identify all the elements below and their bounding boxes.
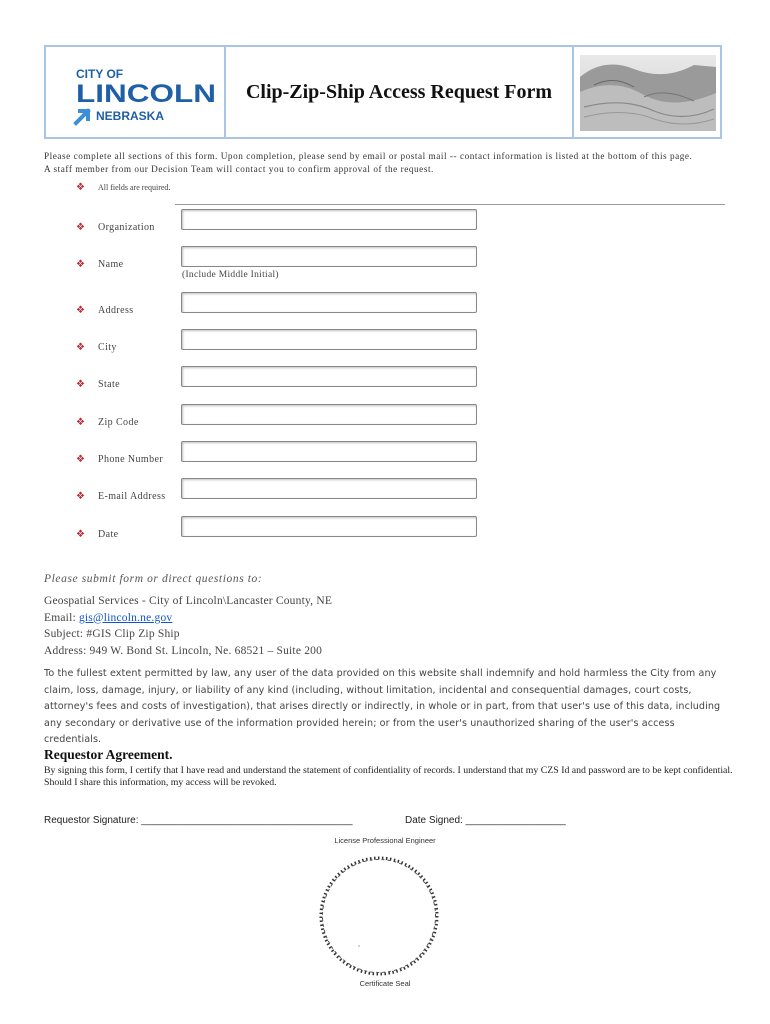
contact-org: Geospatial Services - City of Lincoln\Lancaster County, NE xyxy=(44,595,333,607)
field-label-text: Phone Number xyxy=(98,454,164,465)
date-field[interactable] xyxy=(181,516,477,537)
title-cell xyxy=(226,47,574,137)
field-label-text: Organization xyxy=(98,222,155,233)
zip-code-label xyxy=(76,417,139,428)
bullet-icon: ❖ xyxy=(76,417,86,428)
bullet-icon: ❖ xyxy=(76,342,86,353)
date-label xyxy=(76,529,118,540)
bullet-icon: ❖ xyxy=(76,182,85,193)
bullet-icon: ❖ xyxy=(76,259,86,270)
form-header xyxy=(44,45,722,139)
instructions-line-2: A staff member from our Decision Team will contact you to confirm approval of the request. xyxy=(44,164,434,174)
email-address-field[interactable] xyxy=(181,478,477,499)
field-label-text: Name xyxy=(98,259,124,270)
field-label-text: Address xyxy=(98,305,134,316)
zip-code-field[interactable] xyxy=(181,404,477,425)
organization-label xyxy=(76,222,155,233)
contact-address: Address: 949 W. Bond St. Lincoln, Ne. 68521 – Suite 200 xyxy=(44,644,323,657)
contact-subject: Subject: #GIS Clip Zip Ship xyxy=(44,628,180,640)
submit-heading: Please submit form or direct questions to: xyxy=(44,573,263,585)
bullet-icon: ❖ xyxy=(76,454,86,465)
name-label xyxy=(76,259,123,270)
city-label xyxy=(76,342,117,353)
seal-bottom-label: Certificate Seal xyxy=(359,979,411,988)
landscape-photo-icon xyxy=(574,47,720,137)
lincoln-logo-icon xyxy=(46,47,222,137)
city-logo xyxy=(46,47,226,137)
name-field[interactable] xyxy=(181,246,477,267)
address-label xyxy=(76,305,134,316)
form-title: Clip-Zip-Ship Access Request Form xyxy=(245,80,553,103)
svg-text:LINCOLN: LINCOLN xyxy=(76,80,216,108)
requestor-signature-line[interactable]: Requestor Signature: ______________________________________ xyxy=(44,815,353,826)
field-label-text: E-mail Address xyxy=(98,491,166,502)
bullet-icon: ❖ xyxy=(76,222,86,233)
email-link[interactable]: gis@lincoln.ne.gov xyxy=(78,611,173,624)
contact-info xyxy=(44,593,332,659)
field-label-text: State xyxy=(98,379,120,390)
contact-email-row xyxy=(44,610,332,627)
state-field[interactable] xyxy=(181,366,477,387)
field-label-text: City xyxy=(98,342,117,353)
divider xyxy=(175,204,725,205)
date-signed-line[interactable]: Date Signed: __________________ xyxy=(405,815,566,826)
phone-number-label xyxy=(76,454,163,465)
seal-top-label: License Professional Engineer xyxy=(334,836,436,845)
phone-number-field[interactable] xyxy=(181,441,477,462)
agreement-text: By signing this form, I certify that I have read and understand the statement of confidentiality of records. I understand that my CZS Id and password are to be kept confidential. Should I share this information, my access will be revoked. xyxy=(44,765,733,788)
instructions-line-1: Please complete all sections of this form. Upon completion, please send by email or postal mail -- contact information is listed at the bottom of this page. xyxy=(44,151,693,161)
agreement-title: Requestor Agreement. xyxy=(44,747,173,762)
field-label-text: Zip Code xyxy=(98,417,139,428)
organization-field[interactable] xyxy=(181,209,477,230)
city-field[interactable] xyxy=(181,329,477,350)
bullet-icon: ❖ xyxy=(76,305,86,316)
address-field[interactable] xyxy=(181,292,477,313)
required-note-text: All fields are required. xyxy=(98,183,171,192)
name-hint: (Include Middle Initial) xyxy=(182,270,279,280)
certificate-seal-icon xyxy=(317,854,441,978)
state-label xyxy=(76,379,120,390)
required-note xyxy=(76,182,170,193)
email-address-label xyxy=(76,491,166,502)
field-label-text: Date xyxy=(98,529,119,540)
instructions xyxy=(44,150,734,176)
bullet-icon: ❖ xyxy=(76,529,86,540)
svg-text:NEBRASKA: NEBRASKA xyxy=(96,109,165,123)
bullet-icon: ❖ xyxy=(76,379,86,390)
landscape-photo xyxy=(574,47,720,137)
bullet-icon: ❖ xyxy=(76,491,86,502)
disclaimer: To the fullest extent permitted by law, any user of the data provided on this website shall indemnify and hold harmless the City from any claim, loss, damage, injury, or liability of any kind (including, without limitation, incidental and consequential damages, court costs, attorney's fees and costs of investigation), that arises directly or indirectly, in whole or in part, from that user's use of this data, including any secondary or derivative use of the information provided herein; or from the user's unauthorized sharing of the user's access credentials. xyxy=(44,668,721,745)
svg-text:CITY OF: CITY OF xyxy=(76,67,124,81)
email-label: Email: xyxy=(44,611,79,624)
